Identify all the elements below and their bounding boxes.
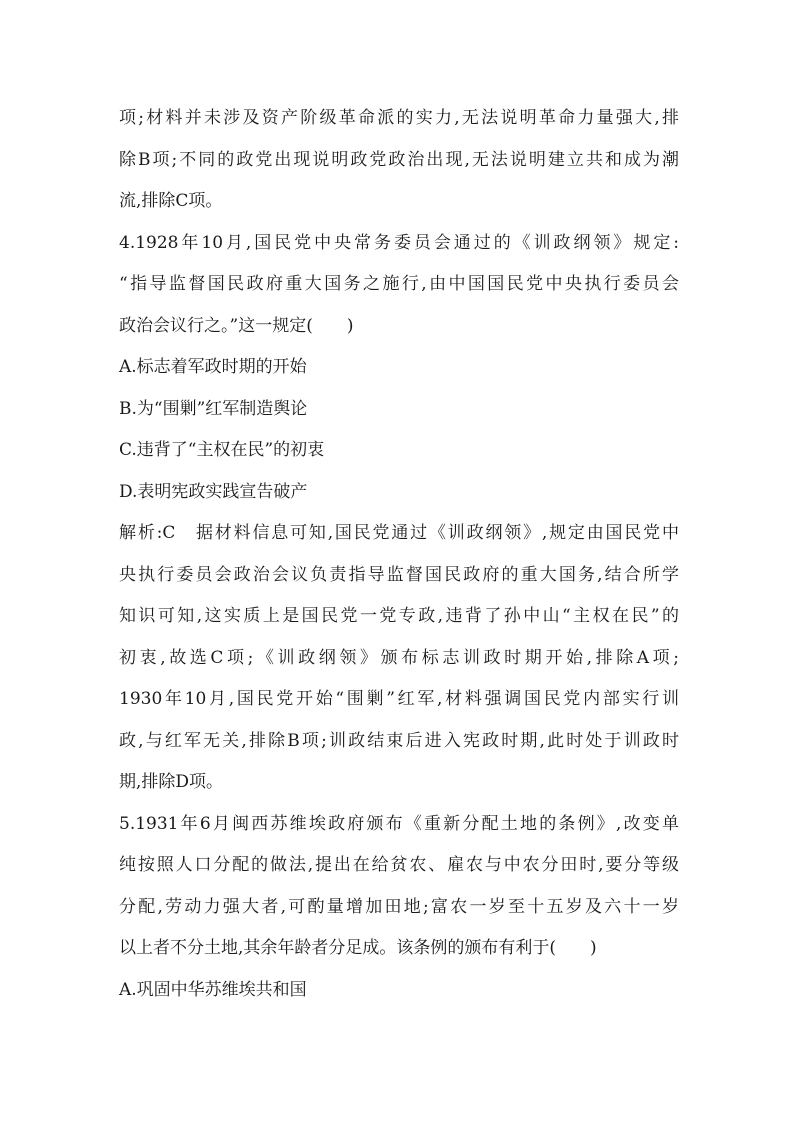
- question-4-stem: “指导监督国民政府重大国务之施行,由中国国民党中央执行委员会: [119, 274, 679, 294]
- text-line: 流,排除C项。: [119, 191, 223, 211]
- question-5-stem: 纯按照人口分配的做法,提出在给贫农、雇农与中农分田时,要分等级: [119, 855, 679, 875]
- analysis-text: 解析:C 据材料信息可知,国民党通过《训政纲领》,规定由国民党中: [119, 523, 679, 543]
- option-c: C.违背了“主权在民”的初衷: [119, 440, 325, 460]
- analysis-text: 央执行委员会政治会议负责指导监督国民政府的重大国务,结合所学: [119, 564, 679, 585]
- analysis-text: 政,与红军无关,排除B项;训政结束后进入宪政时期,此时处于训政时: [119, 730, 679, 751]
- analysis-text: 知识可知,这实质上是国民党一党专政,违背了孙中山“主权在民”的: [119, 606, 679, 626]
- option-b: B.为“围剿”红军制造舆论: [119, 398, 308, 419]
- question-5-stem: 以上者不分土地,其余年龄者分足成。该条例的颁布有利于( ): [119, 938, 597, 958]
- question-5-stem: 5.1931年6月闽西苏维埃政府颁布《重新分配土地的条例》,改变单: [119, 813, 679, 834]
- question-5-stem: 分配,劳动力强大者,可酌量增加田地;富农一岁至十五岁及六十一岁: [119, 896, 679, 917]
- text-line: 除B项;不同的政党出现说明政党政治出现,无法说明建立共和成为潮: [119, 149, 679, 170]
- question-4-stem: 政治会议行之。”这一规定( ): [119, 315, 354, 336]
- text-line: 项;材料并未涉及资产阶级革命派的实力,无法说明革命力量强大,排: [119, 108, 679, 128]
- option-d: D.表明宪政实践宣告破产: [119, 481, 308, 502]
- option-a: A.巩固中华苏维埃共和国: [119, 979, 307, 1000]
- analysis-text: 1930年10月,国民党开始“围剿”红军,材料强调国民党内部实行训: [119, 689, 679, 709]
- question-4-stem: 4.1928年10月,国民党中央常务委员会通过的《训政纲领》规定:: [119, 232, 679, 253]
- analysis-text: 初衷,故选C项;《训政纲领》颁布标志训政时期开始,排除A项;: [119, 647, 679, 668]
- option-a: A.标志着军政时期的开始: [119, 357, 307, 377]
- analysis-text: 期,排除D项。: [119, 772, 224, 792]
- document-page: [119, 98, 679, 1011]
